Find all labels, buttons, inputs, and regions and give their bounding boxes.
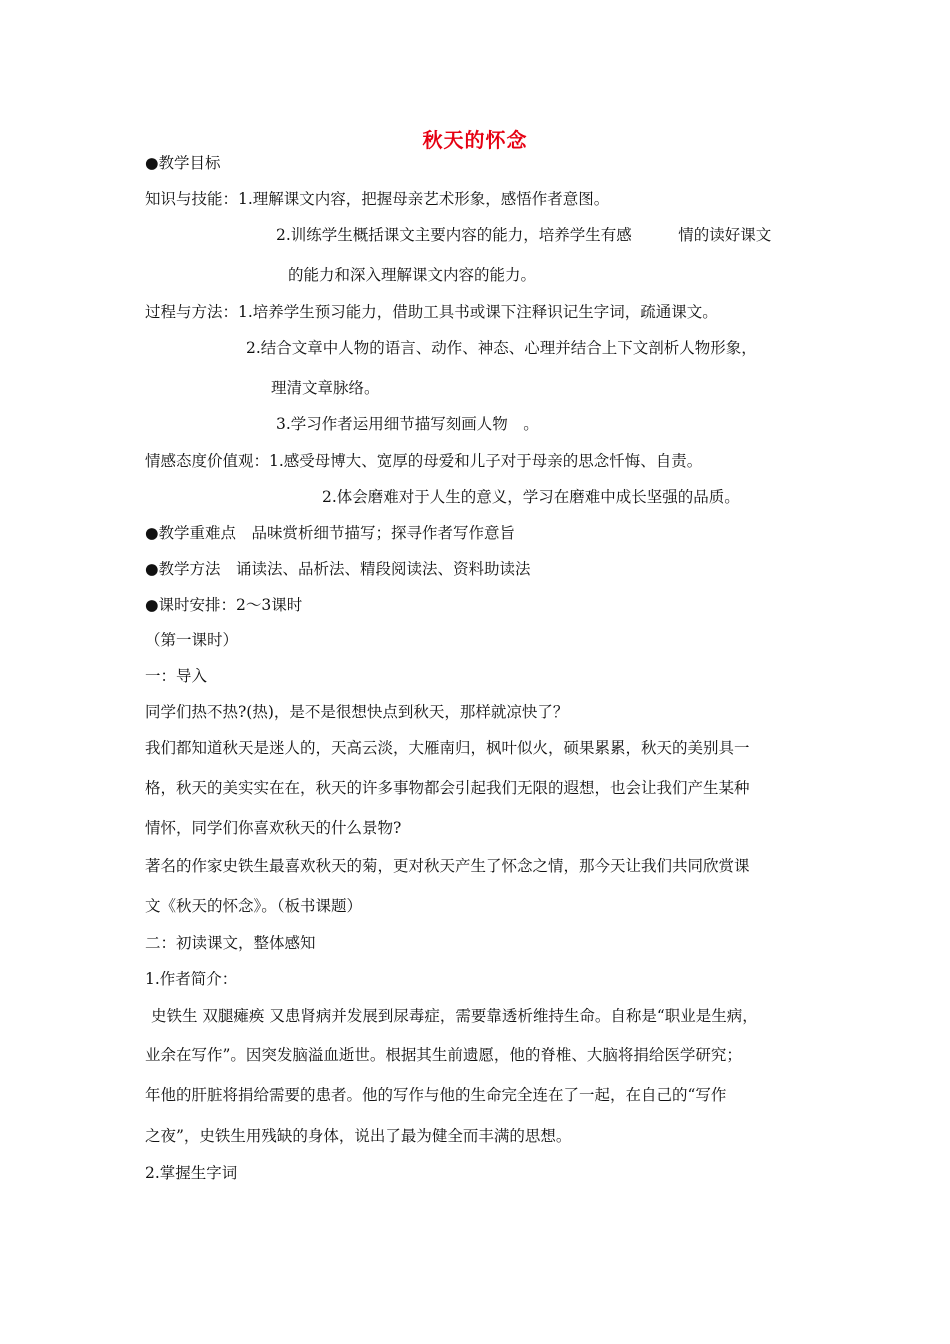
class-schedule: ●课时安排：2～3课时 bbox=[145, 596, 303, 614]
author-intro-line-3: 年他的肝脏将捐给需要的患者。他的写作与他的生命完全连在了一起，在自己的“写作 bbox=[145, 1086, 727, 1104]
process-goal-3: 3.学习作者运用细节描写刻画人物 。 bbox=[276, 415, 539, 433]
vocabulary-heading: 2.掌握生字词 bbox=[145, 1164, 238, 1182]
intro-paragraph-2-line-2: 格，秋天的美实实在在，秋天的许多事物都会引起我们无限的遐想，也会让我们产生某种 bbox=[145, 779, 750, 797]
author-intro-line-2: 业余在写作”。因突发脑溢血逝世。根据其生前遗愿，他的脊椎、大脑将捐给医学研究； bbox=[145, 1046, 742, 1064]
key-points: ●教学重难点 品味赏析细节描写；探寻作者写作意旨 bbox=[145, 524, 516, 542]
process-goal-1: 过程与方法：1.培养学生预习能力，借助工具书或课下注释识记生字词，疏通课文。 bbox=[145, 303, 718, 321]
intro-paragraph-3-line-2: 文《秋天的怀念》。（板书课题） bbox=[145, 897, 363, 915]
intro-paragraph-1: 同学们热不热?(热)，是不是很想快点到秋天，那样就凉快了？ bbox=[145, 703, 569, 721]
teaching-goals-heading: ●教学目标 bbox=[145, 154, 221, 172]
knowledge-goal-1: 知识与技能：1.理解课文内容，把握母亲艺术形象，感悟作者意图。 bbox=[145, 190, 610, 208]
document-title: 秋天的怀念 bbox=[422, 128, 528, 152]
lesson-one-heading: （第一课时） bbox=[145, 631, 239, 649]
process-goal-2-cont: 理清文章脉络。 bbox=[271, 379, 380, 397]
knowledge-goal-2: 2.训练学生概括课文主要内容的能力，培养学生有感 情的读好课文 bbox=[276, 226, 772, 244]
knowledge-goal-2-cont: 的能力和深入理解课文内容的能力。 bbox=[288, 266, 537, 284]
intro-paragraph-2-line-3: 情怀，同学们你喜欢秋天的什么景物? bbox=[145, 819, 402, 837]
author-intro-line-1: 史铁生 双腿瘫痪 又患肾病并发展到尿毒症，需要靠透析维持生命。自称是“职业是生病， bbox=[151, 1007, 758, 1025]
author-intro-line-4: 之夜”，史铁生用残缺的身体，说出了最为健全而丰满的思想。 bbox=[145, 1127, 572, 1145]
intro-paragraph-2-line-1: 我们都知道秋天是迷人的，天高云淡，大雁南归，枫叶似火，硕果累累，秋天的美别具一 bbox=[145, 739, 750, 757]
intro-heading: 一：导入 bbox=[145, 667, 208, 685]
first-reading-heading: 二：初读课文，整体感知 bbox=[145, 934, 316, 952]
process-goal-2: 2.结合文章中人物的语言、动作、神态、心理并结合上下文剖析人物形象， bbox=[246, 339, 757, 357]
teaching-methods: ●教学方法 诵读法、品析法、精段阅读法、资料助读法 bbox=[145, 560, 531, 578]
emotion-goal-2: 2.体会磨难对于人生的意义，学习在磨难中成长坚强的品质。 bbox=[322, 488, 740, 506]
intro-paragraph-3-line-1: 著名的作家史铁生最喜欢秋天的菊，更对秋天产生了怀念之情，那今天让我们共同欣赏课 bbox=[145, 857, 750, 875]
emotion-goal-1: 情感态度价值观：1.感受母博大、宽厚的母爱和儿子对于母亲的思念忏悔、自责。 bbox=[145, 452, 703, 470]
author-intro-heading: 1.作者简介： bbox=[145, 970, 238, 988]
